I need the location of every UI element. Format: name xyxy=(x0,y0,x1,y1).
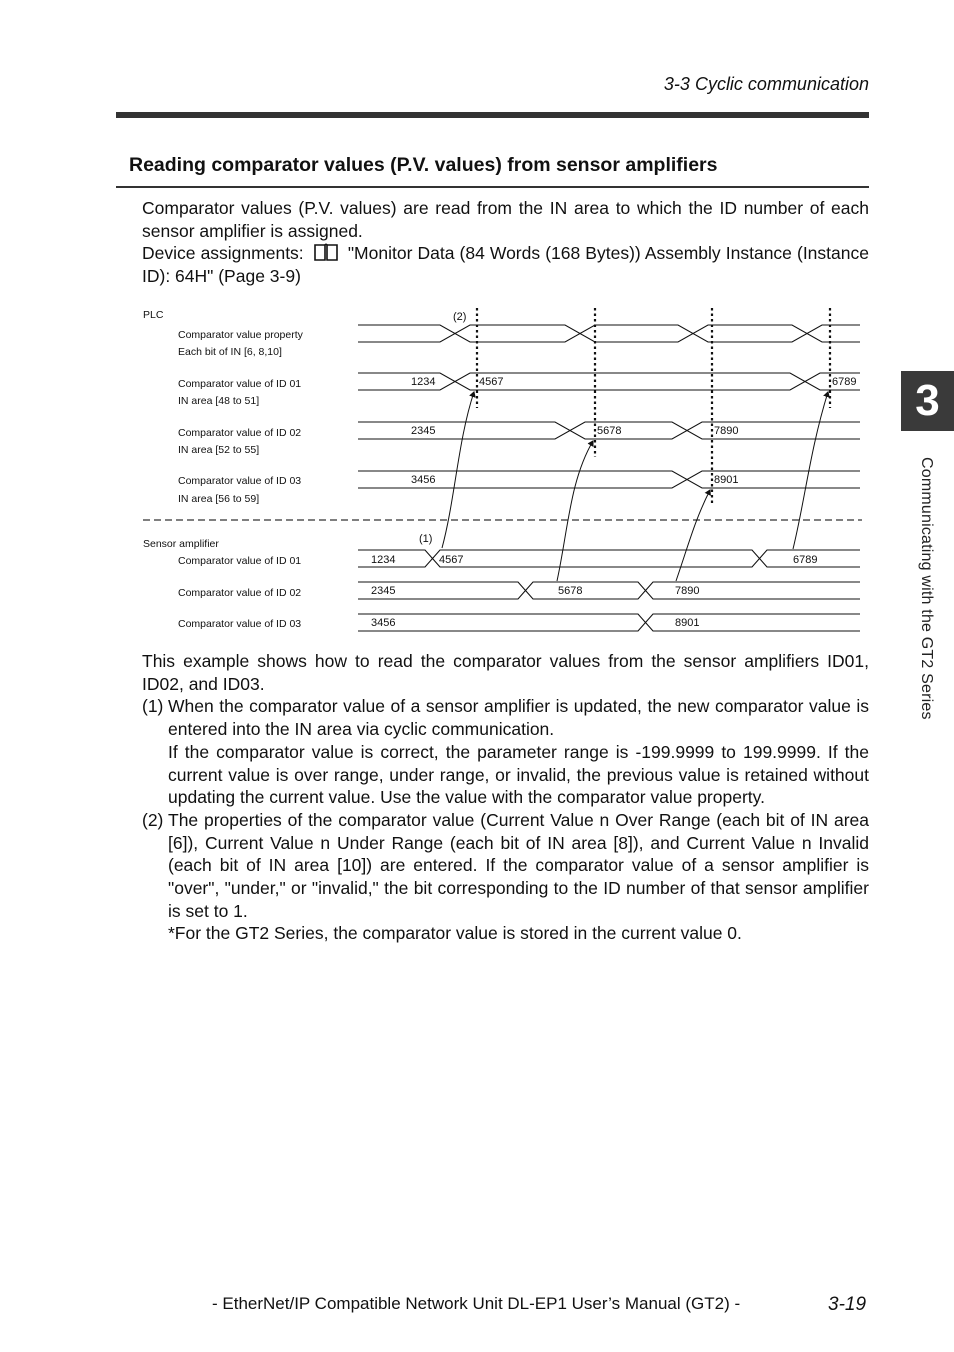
amp-row-id03: Comparator value of ID 03 xyxy=(178,618,302,630)
list-item-text: The properties of the comparator value (Current Value n Over Range (each bit of IN area [6]), Current Value n Under Range (each bit of IN area [8]), and Current Value n Invalid (each bit of IN area [10]) are entered. If the comparator value of a sensor amplifier is "over", "under," or "invalid," the bit corresponding to the ID number of that sensor amplifier is set to 1. xyxy=(168,809,869,921)
list-item-number: (2) xyxy=(142,809,164,830)
plc-id01-value: 1234 xyxy=(411,376,436,388)
page-title: Reading comparator values (P.V. values) from sensor amplifiers xyxy=(129,154,718,176)
plc-id02-value: 5678 xyxy=(597,425,622,437)
plc-row-id03-line1: Comparator value of ID 03 xyxy=(178,475,302,487)
amp-id02-value: 5678 xyxy=(558,585,583,597)
plc-row-id01-line1: Comparator value of ID 01 xyxy=(178,378,302,390)
plc-row-id03-line2: IN area [56 to 59] xyxy=(178,493,260,505)
amp-id01-value: 6789 xyxy=(793,554,818,566)
amp-id02-value: 2345 xyxy=(371,585,396,597)
amp-label: Sensor amplifier xyxy=(143,538,219,550)
intro-line1: Comparator values (P.V. values) are read from the IN area to which the ID number of each sensor amplifier is assigned. xyxy=(142,198,869,241)
plc-id01-value: 4567 xyxy=(479,376,504,388)
amp-row-id01: Comparator value of ID 01 xyxy=(178,555,302,567)
list-item-text: *For the GT2 Series, the comparator value is stored in the current value 0. xyxy=(168,923,742,944)
section-header: 3-3 Cyclic communication xyxy=(663,74,869,94)
chapter-tab: 3 xyxy=(901,371,954,431)
timing-diagram xyxy=(0,0,954,660)
page-number: 3-19 xyxy=(828,1294,867,1315)
plc-row-id01-line2: IN area [48 to 51] xyxy=(178,395,260,407)
list-item xyxy=(142,809,869,945)
list-item xyxy=(142,695,869,809)
intro-prefix: Device assignments: xyxy=(142,243,304,264)
plc-label: PLC xyxy=(143,309,164,321)
amp-id01-value: 4567 xyxy=(439,554,464,566)
plc-row-property-line2: Each bit of IN [6, 8,10] xyxy=(178,346,282,358)
marker-1: (1) xyxy=(419,533,433,545)
plc-id02-value: 7890 xyxy=(714,425,739,437)
plc-id01-value: 6789 xyxy=(832,376,857,388)
footer-manual-title: - EtherNet/IP Compatible Network Unit DL-EP1 User’s Manual (GT2) - xyxy=(212,1294,741,1313)
plc-id03-value: 3456 xyxy=(411,474,436,486)
list-item-text: When the comparator value of a sensor amplifier is updated, the new comparator value is entered into the IN area via cyclic communication. xyxy=(168,696,869,740)
plc-row-id02-line1: Comparator value of ID 02 xyxy=(178,427,302,439)
plc-row-property-line1: Comparator value property xyxy=(178,329,303,341)
body-text xyxy=(142,650,869,945)
amp-id01-value: 1234 xyxy=(371,554,396,566)
list-item-number: (1) xyxy=(142,696,164,717)
marker-2: (2) xyxy=(453,311,467,323)
chapter-side-title: Communicating with the GT2 Series xyxy=(918,457,935,720)
plc-row-id02-line2: IN area [52 to 55] xyxy=(178,444,260,456)
plc-id03-value: 8901 xyxy=(714,474,739,486)
body-paragraph: This example shows how to read the comparator values from the sensor amplifiers ID01, ID02, and ID03. xyxy=(142,651,869,694)
list-item-text: If the comparator value is correct, the parameter range is -199.9999 to 199.9999. If the current value is over range, under range, or invalid, the previous value is retained without updating the current value. Use the value with the comparator value property. xyxy=(168,741,869,808)
plc-id02-value: 2345 xyxy=(411,425,436,437)
amp-id03-value: 3456 xyxy=(371,617,396,629)
intro-reference: "Monitor Data (84 Words (168 Bytes)) Assembly Instance (Instance ID): 64H" (Page 3-9) xyxy=(142,243,869,287)
amp-id03-value: 8901 xyxy=(675,617,700,629)
amp-id02-value: 7890 xyxy=(675,585,700,597)
amp-row-id02: Comparator value of ID 02 xyxy=(178,587,302,599)
